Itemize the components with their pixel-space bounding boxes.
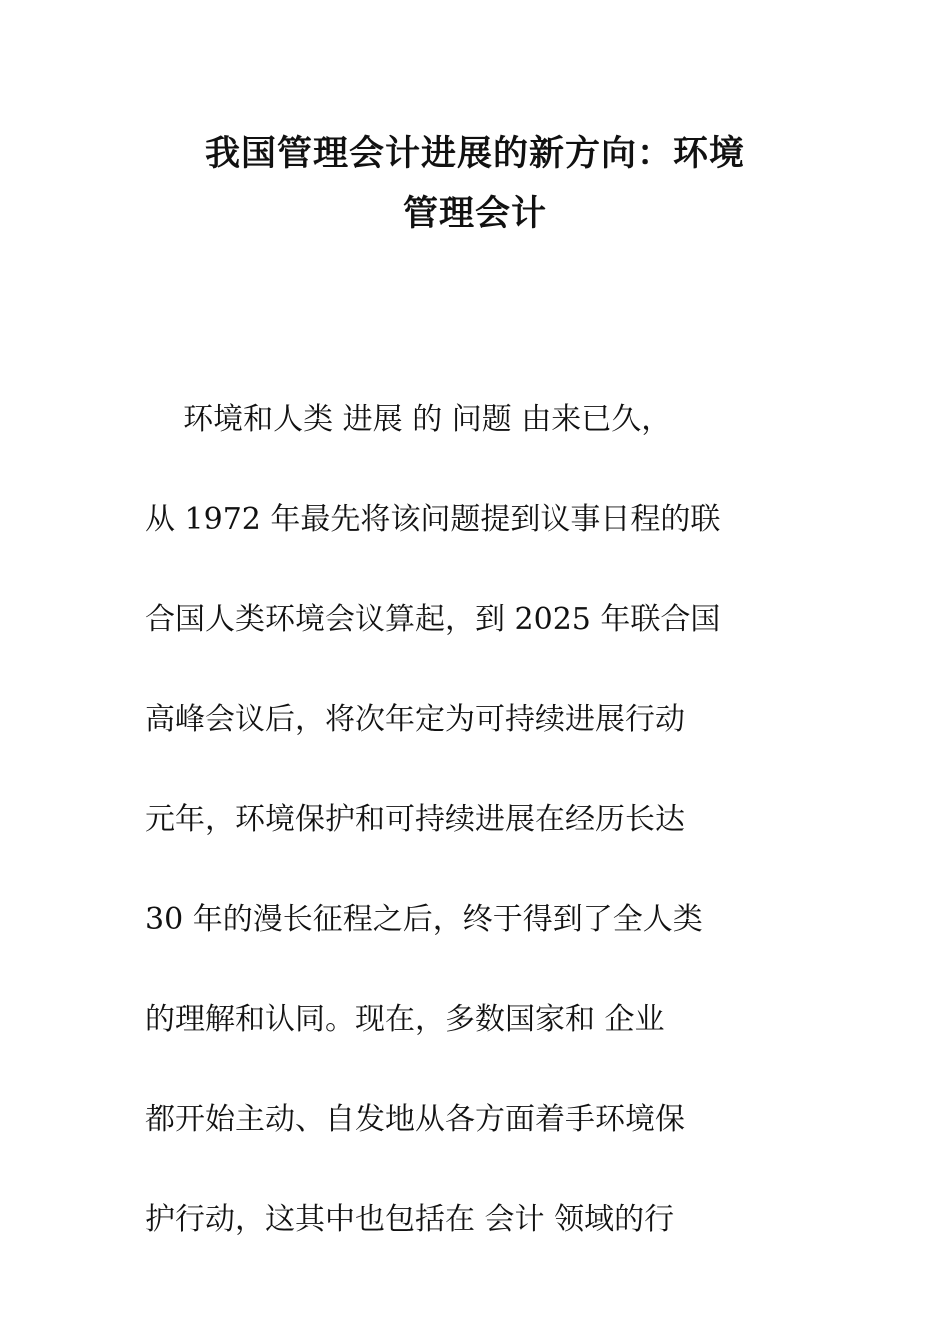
- body-line-6: 30 年的漫长征程之后，终于得到了全人类: [145, 902, 703, 937]
- body-line-4: 高峰会议后，将次年定为可持续进展行动: [145, 702, 685, 737]
- body-line-7: 的理解和认同。现在，多数国家和 企业: [145, 1002, 665, 1037]
- body-line-1: 环境和人类 进展 的 问题 由来已久，: [145, 402, 672, 437]
- document-body: [145, 370, 805, 1270]
- document-title: [130, 124, 820, 244]
- body-line-3: 合国人类环境会议算起，到 2025 年联合国: [145, 602, 721, 637]
- body-line-8: 都开始主动、自发地从各方面着手环境保: [145, 1102, 685, 1137]
- body-line-9: 护行动，这其中也包括在 会计 领域的行: [145, 1202, 675, 1237]
- title-line-1: 我国管理会计进展的新方向：环境: [204, 133, 745, 174]
- body-line-5: 元年，环境保护和可持续进展在经历长达: [145, 802, 685, 837]
- title-line-2: 管理会计: [402, 193, 547, 234]
- body-line-2: 从 1972 年最先将该问题提到议事日程的联: [145, 502, 721, 537]
